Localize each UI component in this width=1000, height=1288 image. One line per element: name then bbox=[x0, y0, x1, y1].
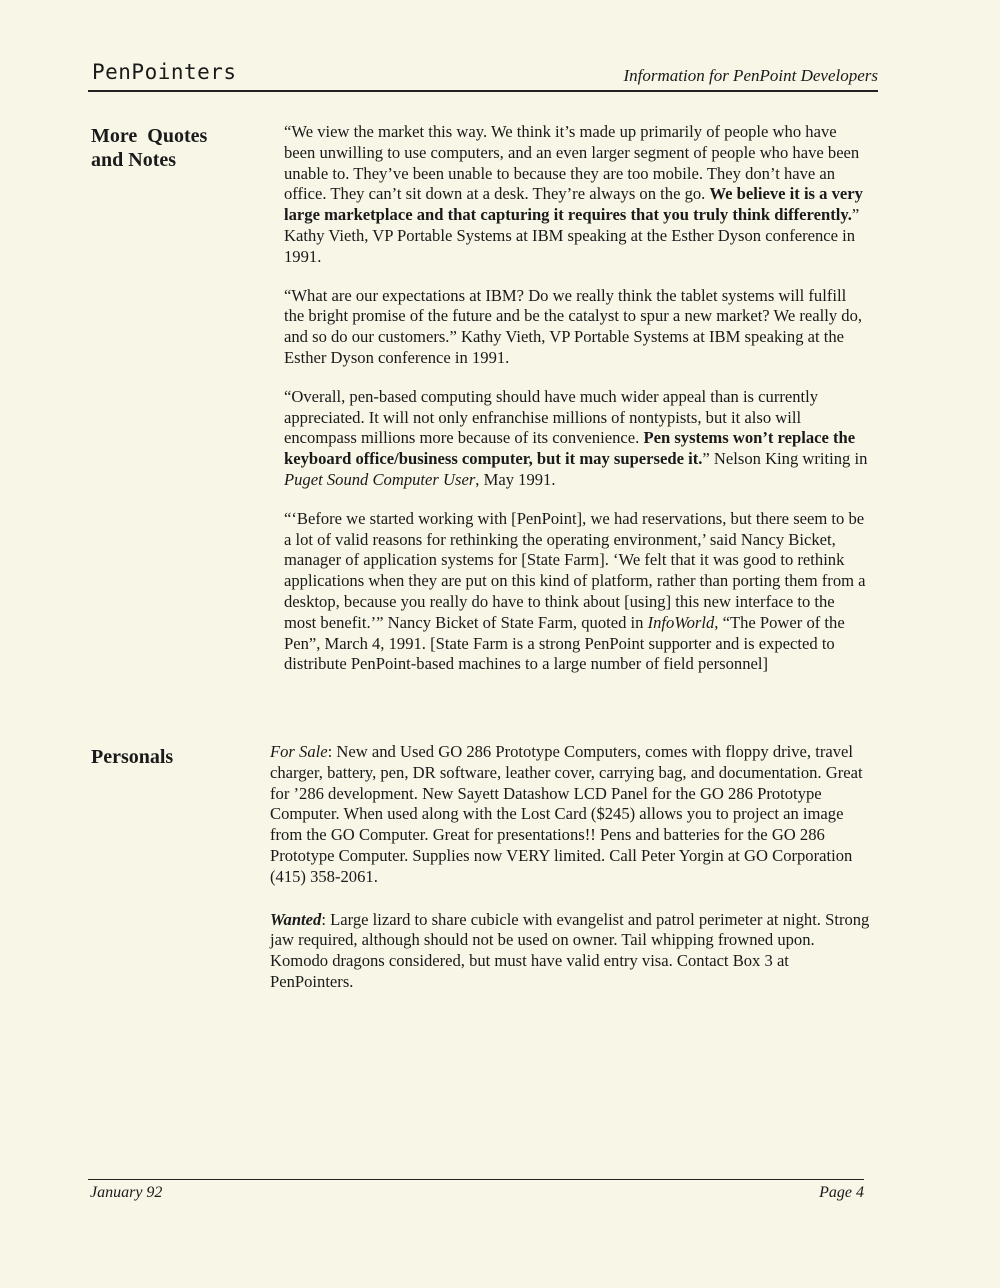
section-title-personals: Personals bbox=[91, 746, 174, 768]
quotes-body bbox=[284, 122, 869, 693]
wanted-text: : Large lizard to share cubicle with evangelist and patrol perimeter at night. Strong jaw required, although should not be used on owner. Tail whipping frowned upon. Komodo dragons considered, but must have valid entry visa. Contact Box 3 at PenPointers. bbox=[270, 909, 870, 991]
wanted-label: Wanted bbox=[270, 909, 322, 929]
newsletter-subtitle: Information for PenPoint Developers bbox=[623, 66, 878, 85]
section-title-line-1: More Quotes bbox=[91, 125, 208, 147]
quote-3-date: , May 1991. bbox=[475, 469, 556, 489]
page-number: Page 4 bbox=[819, 1184, 864, 1201]
header-rule bbox=[88, 90, 878, 92]
newsletter-title: PenPointers bbox=[92, 60, 237, 84]
quote-3-text: “Overall, pen-based computing should have much wider appeal than is currently appreciated. It will not only enfranchise millions of nontypists, but it also will encompass millions more because of its convenience. bbox=[284, 386, 819, 448]
for-sale-label: For Sale bbox=[270, 742, 328, 761]
for-sale-text: : New and Used GO 286 Prototype Computers, comes with floppy drive, travel charger, battery, pen, DR software, leather cover, carrying bag, and documentation. Great for ’286 development. New Sayett Datashow LCD Panel for the GO 286 Prototype Computer. When used along with the Lost Card ($245) allows you to project an image from the GO Computer. Great for presentations!! Pens and batteries for the GO 286 Prototype Computer. Supplies now VERY limited. Call Peter Yorgin at GO Corporation (415) 358-2061. bbox=[270, 742, 863, 886]
wanted-ad bbox=[270, 910, 870, 993]
quote-3-emphasis: Pen systems won’t replace the keyboard office/business computer, but it may supersede it. bbox=[284, 428, 856, 469]
section-title-quotes bbox=[91, 124, 271, 172]
quote-4-attribution: , “The Power of the Pen”, March 4, 1991. [State Farm is a strong PenPoint supporter and is expected to distribute PenPoint-based machines to a large number of field personnel] bbox=[284, 612, 845, 674]
footer-rule bbox=[88, 1179, 864, 1180]
quote-3-attribution: ” Nelson King writing in bbox=[702, 449, 868, 469]
quote-4-publication: InfoWorld bbox=[647, 612, 715, 632]
quote-4-text: “‘Before we started working with [PenPoint], we had reservations, but there seem to be a lot of valid reasons for rethinking the operating environment,’ said Nancy Bicket, manager of application systems for [State Farm]. ‘We felt that it was good to rethink applications when they are put on this kind of platform, rather than porting them from a desktop, because you really do have to think about [using] this new interface to the most benefit.’” Nancy Bicket of State Farm, quoted in bbox=[284, 508, 866, 632]
quote-1-emphasis: We believe it is a very large marketplace and that capturing it requires that you truly think differently. bbox=[284, 184, 863, 225]
quote-1-attribution: ” Kathy Vieth, VP Portable Systems at IBM speaking at the Esther Dyson conference in 1991. bbox=[284, 205, 860, 266]
personals-body bbox=[270, 742, 870, 1011]
section-title-line-2: and Notes bbox=[91, 149, 177, 171]
quote-1 bbox=[284, 122, 869, 268]
quote-1-text: “We view the market this way. We think it’s made up primarily of people who have been unwilling to use computers, and an even larger segment of people who have been unable to. They’ve been unable to because they are too mobile. They don’t have an office. They can’t sit down at a desk. They’re always on the go. bbox=[284, 122, 860, 204]
quote-3-publication: Puget Sound Computer User bbox=[284, 469, 476, 489]
quote-2: “What are our expectations at IBM? Do we really think the tablet systems will fulfill the bright promise of the future and be the catalyst to spur a new market? We really do, and so do our customers.” Kathy Vieth, VP Portable Systems at IBM speaking at the Esther Dyson conference in 1991. bbox=[284, 285, 863, 367]
for-sale-ad bbox=[270, 742, 870, 888]
quote-4 bbox=[284, 509, 869, 675]
footer-date: January 92 bbox=[90, 1184, 163, 1201]
quote-3 bbox=[284, 387, 869, 491]
